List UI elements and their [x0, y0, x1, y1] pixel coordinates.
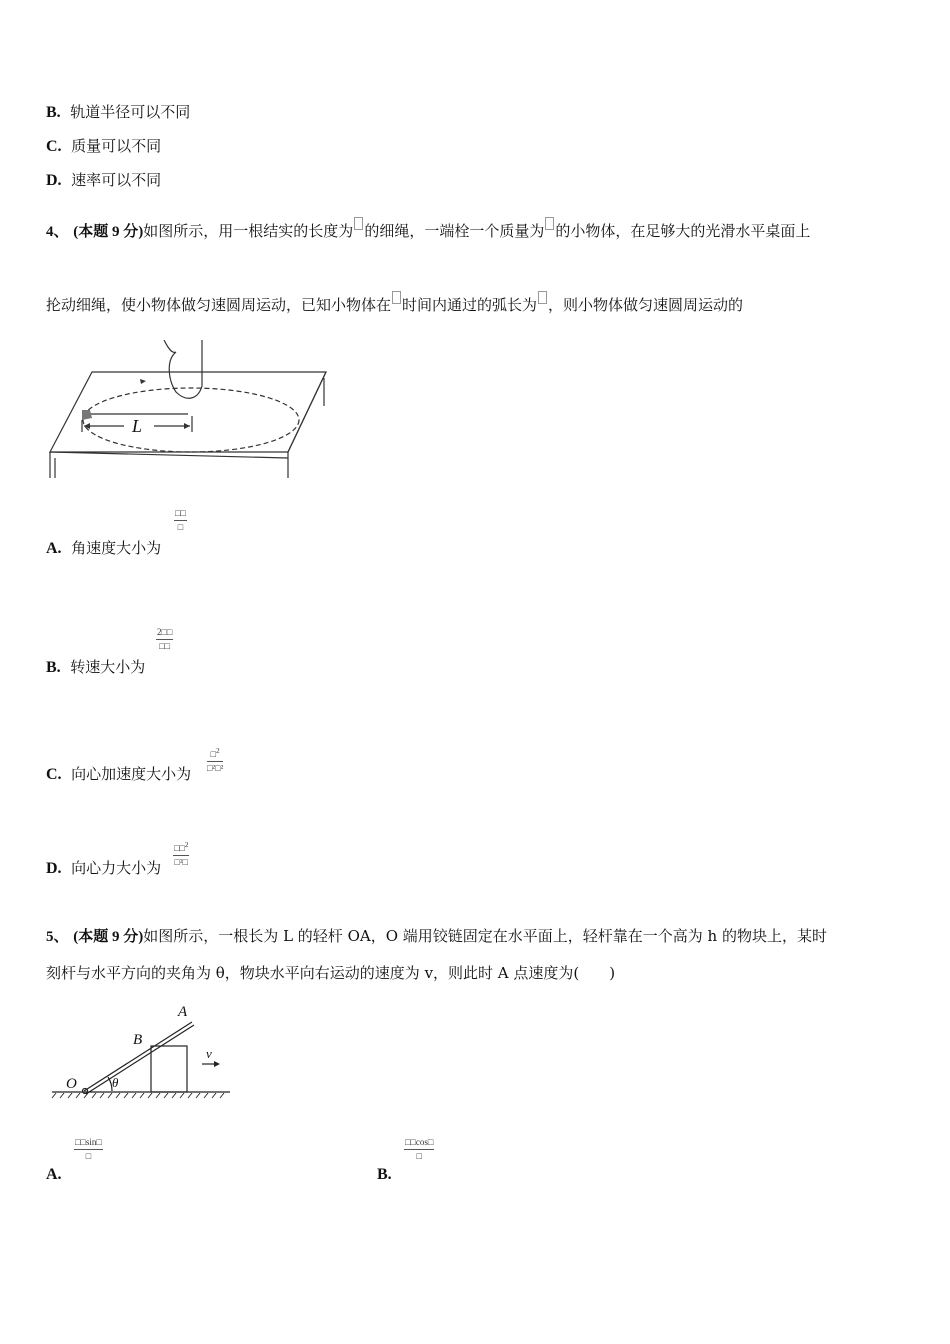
numerator: □ — [210, 749, 217, 759]
figure-label-B: B — [133, 1032, 143, 1048]
option-letter: A. — [46, 540, 62, 557]
stem-text: 抡动细绳，使小物体做匀速圆周运动，已知小物体在 — [46, 296, 392, 314]
denominator: □ — [85, 1151, 92, 1161]
question-score: (本题 9 分) — [73, 929, 144, 945]
fraction — [173, 840, 189, 868]
stem-text: ，则小物体做匀速圆周运动的 — [548, 296, 744, 314]
denominator: □ — [177, 522, 184, 532]
option-letter: B. — [377, 1166, 392, 1183]
option-letter: A. — [46, 1166, 62, 1183]
stem-text: 刻杆与水平方向的夹角为 θ，物块水平向右运动的速度为 v，则此时 A 点速度为( ) — [46, 964, 616, 982]
fraction — [174, 508, 187, 533]
option-text: 质量可以不同 — [71, 137, 162, 155]
option-text: 角速度大小为 — [71, 539, 162, 557]
option-letter: C. — [46, 138, 62, 155]
exponent: 2 — [184, 841, 189, 849]
q5-figure-rod-block — [50, 998, 235, 1100]
option-text: 轨道半径可以不同 — [70, 103, 191, 121]
option-letter: D. — [46, 860, 62, 877]
option-text: 转速大小为 — [70, 658, 146, 676]
q5-stem-line1 — [46, 926, 827, 947]
stem-text: 如图所示，一根长为 L 的轻杆 OA，O 端用铰链固定在水平面上，轻杆靠在一个高为 h 的物块上，某时 — [143, 927, 827, 945]
missing-glyph-icon — [354, 217, 363, 230]
q4-option-b — [46, 657, 145, 678]
fraction — [74, 1137, 103, 1162]
missing-glyph-icon — [545, 217, 554, 230]
figure-label-A: A — [178, 1004, 188, 1020]
stem-text: 如图所示，用一根结实的长度为 — [143, 222, 354, 240]
option-letter: C. — [46, 766, 62, 783]
numerator: □□sin□ — [74, 1137, 103, 1150]
missing-glyph-icon — [392, 291, 401, 304]
figure-label-O: O — [66, 1076, 77, 1092]
q3-option-d — [46, 170, 161, 191]
numerator: □□ — [174, 508, 187, 521]
q3-option-c — [46, 136, 161, 157]
q4-stem-line2 — [46, 291, 743, 315]
denominator: □ — [416, 1151, 422, 1161]
q5-option-a — [46, 1164, 62, 1185]
fraction — [156, 627, 173, 652]
question-score: (本题 9 分) — [73, 224, 144, 240]
q3-option-b — [46, 102, 190, 123]
denominator: □□ — [159, 641, 171, 651]
option-text: 向心力大小为 — [71, 859, 162, 877]
exponent: 2 — [216, 747, 220, 755]
stem-text: 时间内通过的弧长为 — [402, 296, 538, 314]
option-letter: D. — [46, 172, 62, 189]
figure-label-L: L — [132, 416, 143, 436]
numerator: □□ — [174, 843, 185, 853]
question-number: 4、 — [46, 224, 69, 240]
denominator: □²□² — [207, 763, 224, 773]
option-text: 速率可以不同 — [71, 171, 162, 189]
stem-text: 的细绳，一端栓一个质量为 — [364, 222, 545, 240]
missing-glyph-icon — [538, 291, 547, 304]
q4-stem-line1 — [46, 217, 810, 242]
q5-option-b — [377, 1164, 392, 1185]
q4-option-d — [46, 858, 161, 879]
numerator: □□cos□ — [404, 1137, 434, 1150]
q5-stem-line2 — [46, 963, 615, 983]
q4-figure-table-rope — [46, 340, 331, 482]
denominator: □²□ — [174, 857, 188, 867]
q4-option-a — [46, 538, 161, 559]
stem-text: 的小物体，在足够大的光滑水平桌面上 — [555, 222, 811, 240]
figure-label-v: v — [206, 1046, 212, 1061]
question-number: 5、 — [46, 929, 69, 945]
option-letter: B. — [46, 104, 61, 121]
fraction — [207, 746, 223, 774]
figure-label-theta: θ — [112, 1075, 119, 1090]
numerator: 2□□ — [156, 627, 173, 640]
q4-option-c — [46, 764, 191, 785]
fraction — [404, 1137, 434, 1162]
option-letter: B. — [46, 659, 61, 676]
option-text: 向心加速度大小为 — [71, 765, 192, 783]
